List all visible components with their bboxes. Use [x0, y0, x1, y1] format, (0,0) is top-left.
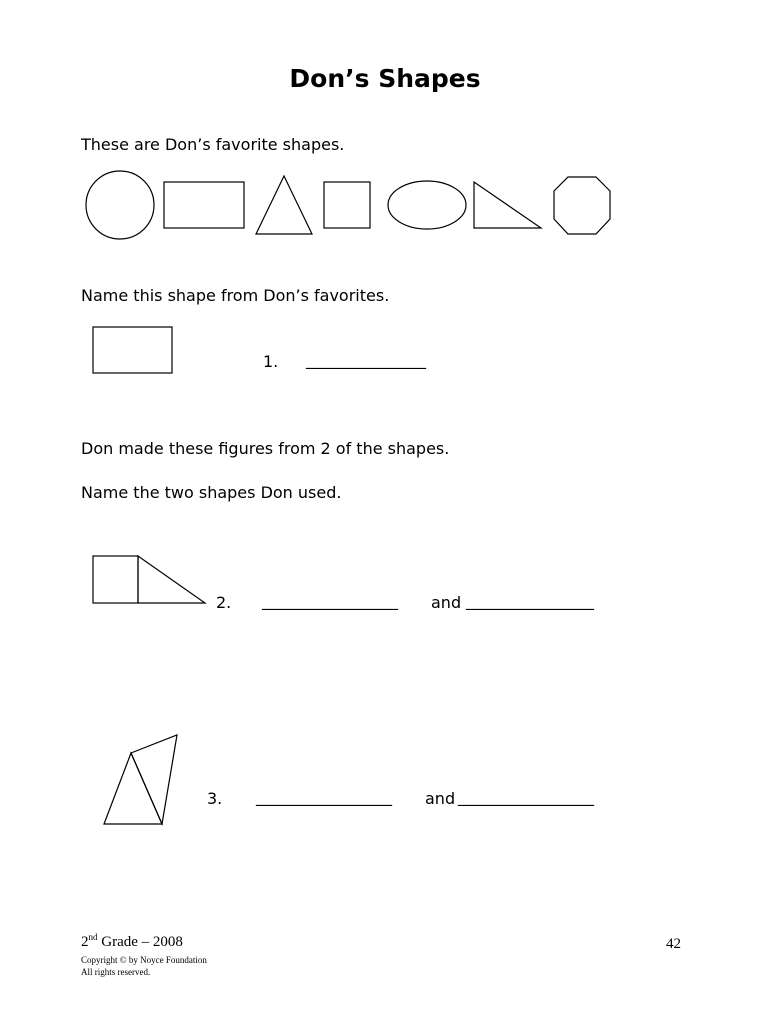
q3-figure	[104, 735, 177, 824]
q3-answer-blank-a[interactable]: _________________	[256, 787, 392, 806]
q2-answer-blank-a[interactable]: _________________	[262, 591, 398, 610]
q2-and: and	[431, 593, 462, 612]
q2-figure	[93, 556, 205, 603]
q2-answer-blank-b[interactable]: ________________	[466, 591, 594, 610]
rectangle-shape	[164, 182, 244, 228]
q1-rectangle-shape	[93, 327, 172, 373]
q1-prompt: Name this shape from Don’s favorites.	[81, 286, 390, 305]
q3-and: and	[425, 789, 456, 808]
figures-intro: Don made these figures from 2 of the shapes.	[81, 439, 450, 458]
q3-answer-blank-b[interactable]: _________________	[458, 787, 594, 806]
triangle-shape	[256, 176, 312, 234]
page-title: Don’s Shapes	[289, 64, 481, 93]
square-shape	[324, 182, 370, 228]
octagon-shape	[554, 177, 610, 234]
footer-rights: All rights reserved.	[81, 967, 151, 977]
footer-grade: 2nd Grade – 2008	[81, 932, 183, 950]
figures-prompt: Name the two shapes Don used.	[81, 483, 342, 502]
q1-answer-blank[interactable]: _______________	[306, 350, 426, 369]
oval-shape	[388, 181, 466, 229]
footer-copyright: Copyright © by Noyce Foundation	[81, 955, 207, 965]
intro-text: These are Don’s favorite shapes.	[81, 135, 345, 154]
q1-number: 1.	[263, 352, 279, 371]
page-number: 42	[666, 936, 681, 952]
right-triangle-shape	[474, 182, 541, 228]
q3-number: 3.	[207, 789, 223, 808]
q2-number: 2.	[216, 593, 232, 612]
circle-shape	[86, 171, 154, 239]
